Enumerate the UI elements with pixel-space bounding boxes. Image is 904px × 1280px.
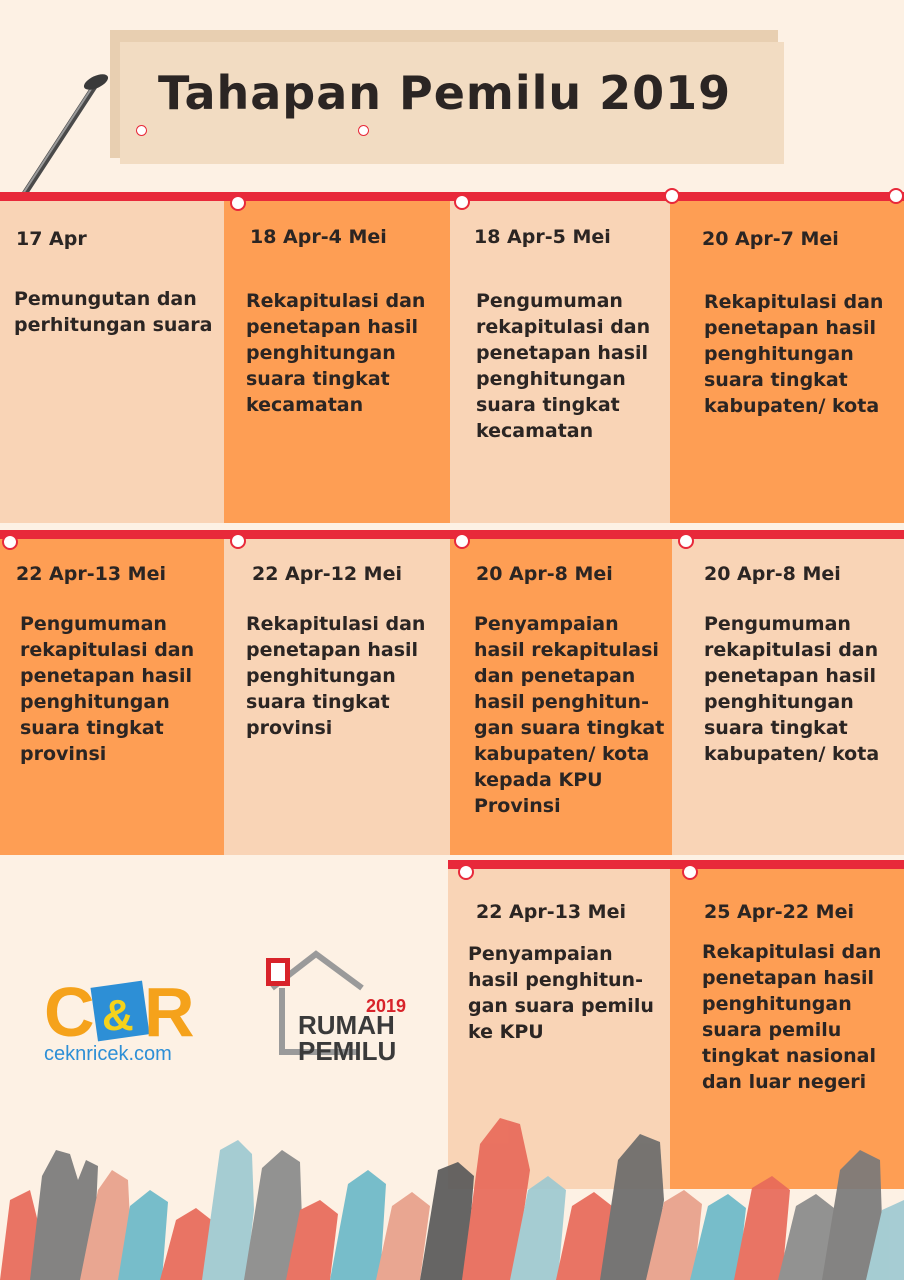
- page-title: Tahapan Pemilu 2019: [158, 66, 732, 120]
- timeline-dot: [682, 864, 698, 880]
- svg-text:C: C: [44, 973, 95, 1051]
- timeline-dot: [664, 188, 680, 204]
- timeline-dot: [230, 533, 246, 549]
- svg-text:R: R: [144, 973, 195, 1051]
- stage-description: Rekapitulasi dan penetapan hasil penghitungan suara tingkat kabupaten/ kota: [704, 291, 884, 417]
- stage-description: Pengumuman rekapitulasi dan penetapan hasil penghitungan suara tingkat provinsi: [20, 613, 195, 765]
- stage-description: Pengumuman rekapitulasi dan penetapan hasil penghitungan suara tingkat kecamatan: [476, 290, 651, 442]
- stage-card-4: [670, 201, 904, 523]
- timeline-dot: [678, 533, 694, 549]
- stage-date: 22 Apr-13 Mei: [16, 563, 166, 585]
- stage-description: Penyampaian hasil penghitun- gan suara pemilu ke KPU: [468, 943, 654, 1043]
- stage-date: 20 Apr-8 Mei: [476, 563, 613, 585]
- title-dot-mid: [358, 125, 369, 136]
- stage-description: Rekapitulasi dan penetapan hasil penghitungan suara tingkat provinsi: [246, 613, 426, 739]
- timeline-rail-row-3: [448, 860, 904, 869]
- timeline-rail-row-1: [0, 192, 904, 201]
- stage-date: 22 Apr-13 Mei: [476, 901, 626, 923]
- stage-description: Rekapitulasi dan penetapan hasil penghitungan suara pemilu tingkat nasional dan luar negeri: [702, 941, 882, 1093]
- timeline-rail-row-2: [0, 530, 904, 539]
- timeline-dot: [230, 195, 246, 211]
- ceknricek-logo: [44, 962, 214, 1072]
- stage-card-3: [450, 201, 670, 523]
- stage-card-1: [0, 201, 224, 523]
- svg-text:&: &: [102, 991, 134, 1040]
- stage-description: Rekapitulasi dan penetapan hasil penghitungan suara tingkat kecamatan: [246, 290, 426, 416]
- stage-date: 18 Apr-5 Mei: [474, 226, 611, 248]
- stage-date: 20 Apr-7 Mei: [702, 228, 839, 250]
- stage-card-5: [0, 539, 224, 855]
- stage-description: Pemungutan dan perhitungan suara: [14, 288, 213, 336]
- rumah-pemilu-line1: RUMAH: [298, 1010, 395, 1040]
- stage-description: Pengumuman rekapitulasi dan penetapan hasil penghitungan suara tingkat kabupaten/ kota: [704, 613, 880, 765]
- stage-date: 22 Apr-12 Mei: [252, 563, 402, 585]
- stage-date: 20 Apr-8 Mei: [704, 563, 841, 585]
- stage-card-2: [224, 201, 450, 523]
- title-dot-left: [136, 125, 147, 136]
- timeline-dot: [454, 194, 470, 210]
- stage-date: 17 Apr: [16, 228, 87, 250]
- raised-hands-illustration: [0, 1110, 904, 1280]
- timeline-dot: [2, 534, 18, 550]
- stage-card-7: [450, 539, 672, 855]
- stage-date: 25 Apr-22 Mei: [704, 901, 854, 923]
- stage-card-8: [672, 539, 904, 855]
- stage-description: Penyampaian hasil rekapitulasi dan penetapan hasil penghitun- gan suara tingkat kabupaten/ kota kepada KPU Provinsi: [474, 613, 665, 817]
- rumah-pemilu-year: 2019: [366, 996, 407, 1016]
- timeline-dot: [454, 533, 470, 549]
- timeline-dot: [458, 864, 474, 880]
- stage-date: 18 Apr-4 Mei: [250, 226, 387, 248]
- stage-card-6: [224, 539, 450, 855]
- timeline-dot: [888, 188, 904, 204]
- rumah-pemilu-logo: [258, 948, 428, 1068]
- rumah-pemilu-line2: PEMILU: [298, 1036, 397, 1066]
- ceknricek-wordmark: ceknricek.com: [44, 1043, 172, 1065]
